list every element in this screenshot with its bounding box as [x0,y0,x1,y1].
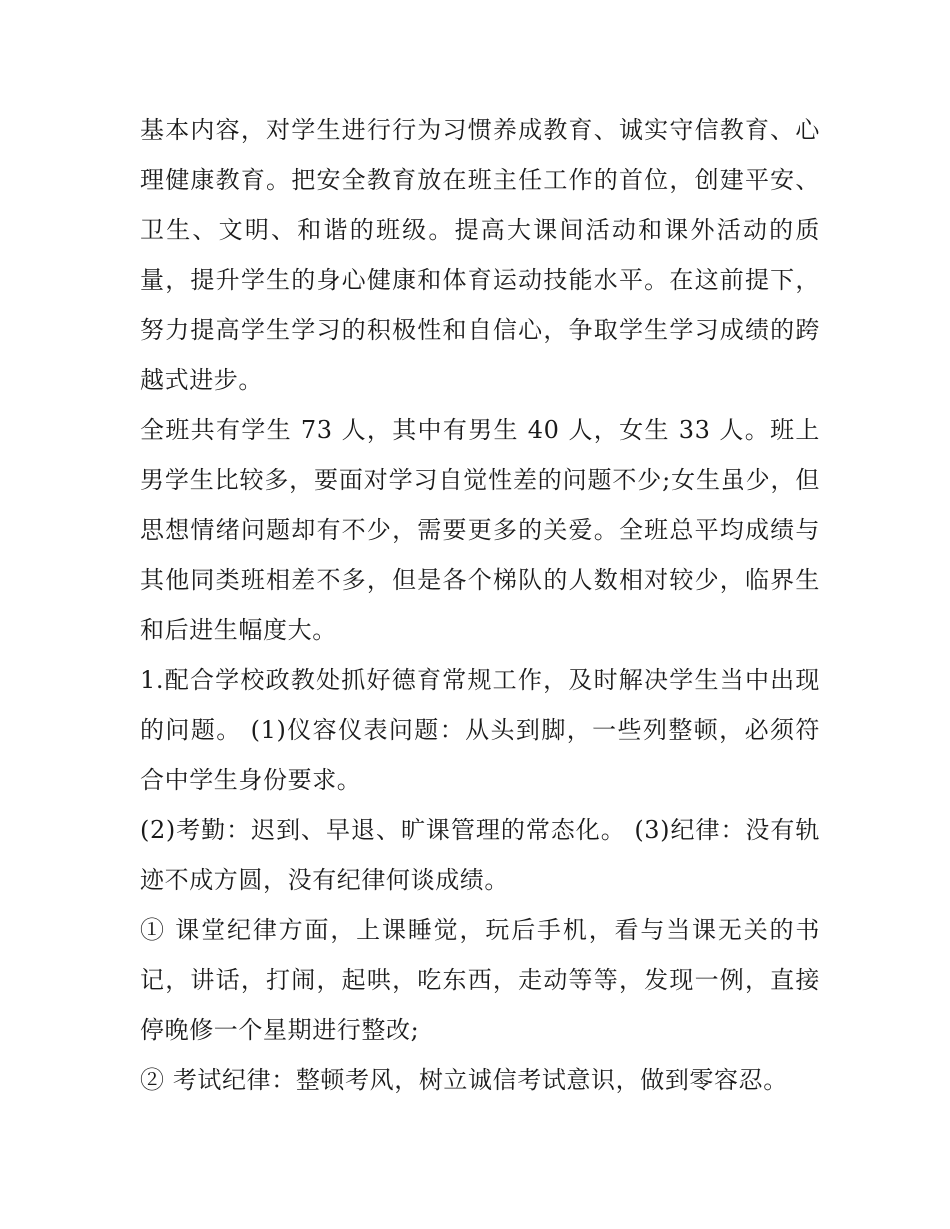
paragraph-classroom-discipline: ① 课堂纪律方面，上课睡觉，玩后手机，看与当课无关的书记，讲话，打闹，起哄，吃东西，走动等等，发现一例，直接停晚修一个星期进行整改; [140,916,820,1044]
paragraph-intro: 基本内容，对学生进行行为习惯养成教育、诚实守信教育、心理健康教育。把安全教育放在班主任工作的首位，创建平安、卫生、文明、和谐的班级。提高大课间活动和课外活动的质量，提升学生的身心健康和体育运动技能水平。在这前提下，努力提高学生学习的积极性和自信心，争取学生学习成绩的跨越式进步。 [140,116,820,394]
paragraph-item-1: 1.配合学校政教处抓好德育常规工作，及时解决学生当中出现的问题。 (1)仪容仪表问题：从头到脚，一些列整顿，必须符合中学生身份要求。 [140,666,820,794]
paragraph-item-2-3: (2)考勤：迟到、早退、旷课管理的常态化。 (3)纪律：没有轨迹不成方圆，没有纪律何谈成绩。 [140,816,820,894]
paragraph-exam-discipline: ② 考试纪律：整顿考风，树立诚信考试意识，做到零容忍。 [140,1066,788,1094]
document-body [140,105,820,1105]
paragraph-class-overview: 全班共有学生 73 人，其中有男生 40 人，女生 33 人。班上男学生比较多，要面对学习自觉性差的问题不少;女生虽少，但思想情绪问题却有不少，需要更多的关爱。全班总平均成绩与其他同类班相差不多，但是各个梯队的人数相对较少，临界生和后进生幅度大。 [140,416,820,644]
